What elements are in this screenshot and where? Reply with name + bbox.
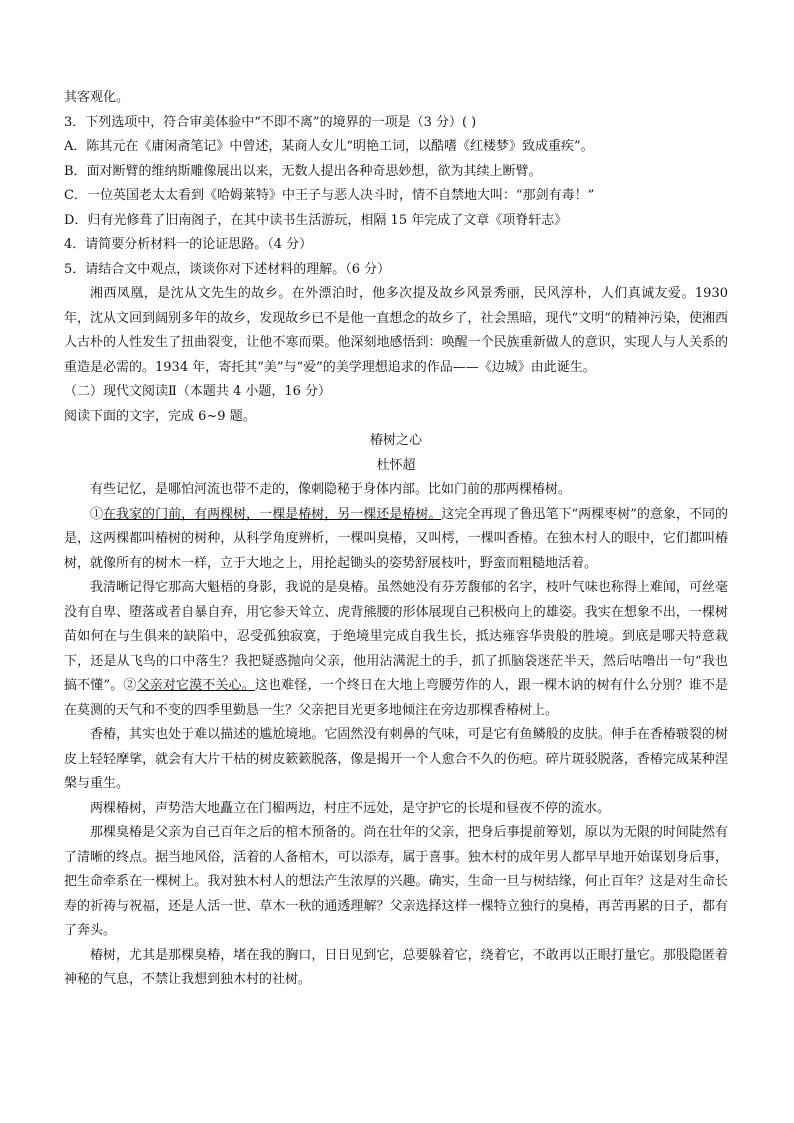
continuation-line: 其客观化。 [64, 90, 130, 105]
article-paragraph-5: 两棵椿树，声势浩大地矗立在门楣两边，村庄不远处，是守护它的长堤和昼夜不停的流水。 [90, 800, 611, 816]
section-heading: （二）现代文阅读Ⅱ（本题共 4 小题，16 分） [64, 384, 332, 399]
option-d: D．归有光修葺了旧南阁子，在其中读书生活游玩，相隔 15 年完成了文章《项脊轩志》 [64, 212, 568, 228]
marker-1: ① [90, 506, 104, 522]
material-paragraph: 湘西凤凰，是沈从文先生的故乡。在外漂泊时，他多次提及故乡风景秀丽，民风淳朴，人们真诚友爱。1930 年，沈从文回到阔别多年的故乡，发现故乡已不是他一直想念的故乡了，社会黑暗，现代“文明”的精神污染，使湘西人古朴的人性发生了扭曲裂变，让他不寒而栗。他深刻地感悟到：唤醒一个民族重新做人的意识，实现人与人关系的重造是必需的。1934 年，寄托其“美”与“爱”的美学理想追求的作品——《边城》由此诞生。 [64, 286, 728, 375]
article-paragraph-4: 香椿，其实也处于难以描述的尴尬境地。它固然没有刺鼻的气味，可是它有鱼鳞般的皮肤。伸手在香椿皲裂的树皮上轻轻摩挲，就会有大片干枯的树皮簌簌脱落，像是揭开一个人愈合不久的伤疤。碎片斑驳脱落，香椿完成某种涅槃与重生。 [64, 727, 728, 791]
paragraph-3-end: 这也难怪，一个终日在大地上弯腰劳作的人，跟一棵木讷的树有什么分别？谁不是在莫测的天气和不变的四季里勤恳一生？父亲把目光更多地倾注在旁边那棵香椿树上。 [64, 678, 728, 718]
document-page [64, 86, 728, 993]
article-title: 椿树之心 [369, 433, 422, 448]
option-c: C．一位英国老太太看到《哈姆莱特》中王子与恶人决斗时，情不自禁地大叫：“那剑有毒！” [64, 188, 595, 203]
question-5: 5．请结合文中观点，谈谈你对下述材料的理解。（6 分） [64, 261, 391, 277]
article-paragraph-6: 那棵臭椿是父亲为自己百年之后的棺木预备的。尚在壮年的父亲，把身后事提前筹划，原以为无限的时间陡然有了清晰的终点。据当地风俗，活着的人备棺木，可以添寿，属于喜事。独木村的成年男人都早早地开始谋划身后事，把生命牵系在一棵树上。我对独木村人的想法产生浓厚的兴趣。确实，生命一旦与树结缘，何止百年？这是对生命长寿的祈祷与祝福，还是人活一世、草木一秋的通透理解？父亲选择这样一棵特立独行的臭椿，再苦再累的日子，都有了奔头。 [64, 825, 728, 938]
article-paragraph-2 [64, 503, 728, 577]
option-a: A．陈其元在《庸闲斋笔记》中曾述，某商人女儿“明艳工词，以酷嗜《红楼梦》致成重疾”。 [64, 139, 594, 154]
paragraph-3-start: 我清晰记得它那高大魁梧的身影，我说的是臭椿。虽然她没有芬芳馥郁的名字，枝叶气味也称得上难闻，可丝毫没有自卑、堕落或者自暴自弃，用它参天耸立、虎背熊腰的形体展现自己积极向上的雄姿。我实在想象不出，一棵树苗如何在与生俱来的缺陷中，忍受孤独寂寞，于绝境里完成自我生长，抵达雍容华贵般的胜境。到底是哪天特意栽下，还是从飞鸟的口中落生？我把疑惑抛向父亲，他用沾满泥土的手，抓了抓脑袋迷茫半天，然后咕噜出一句“我也搞不懂”。② [64, 580, 728, 693]
question-3: 3．下列选项中，符合审美体验中“不即不离”的境界的一项是（3 分）( ) [64, 114, 477, 130]
underlined-sentence-1: 在我家的门前，有两棵树，一棵是椿树，另一棵还是椿树。 [103, 506, 442, 522]
article-paragraph-7: 椿树，尤其是那棵臭椿，堵在我的胸口，日日见到它，总要躲着它，绕着它，不敢再以正眼打量它。那股隐匿着神秘的气息，不禁让我想到独木村的社树。 [64, 947, 728, 987]
article-paragraph-3 [64, 576, 728, 723]
underlined-sentence-2: 父亲对它漠不关心。 [136, 678, 255, 693]
paragraph-2-rest: 这完全再现了鲁迅笔下“两棵枣树”的意象，不同的是，这两棵都叫椿树的树种，从科学角度辨析，一棵叫臭椿，又叫樗，一棵叫香椿。在独木村人的眼中，它们都叫椿树，就像所有的树木一样，立于大地之上，用抡起锄头的姿势舒展枝叶，野蛮而粗糙地活着。 [64, 506, 728, 571]
question-4: 4．请简要分析材料一的论证思路。（4 分） [64, 237, 313, 252]
option-b: B．面对断臂的维纳斯雕像展出以来，无数人提出各种奇思妙想，欲为其续上断臂。 [64, 163, 542, 179]
article-author: 杜怀超 [376, 457, 416, 473]
reading-instruction: 阅读下面的文字，完成 6~9 题。 [64, 408, 256, 424]
article-paragraph-1: 有些记忆，是哪怕河流也带不走的，像刺隐秘于身体内部。比如门前的那两棵椿树。 [90, 482, 572, 497]
